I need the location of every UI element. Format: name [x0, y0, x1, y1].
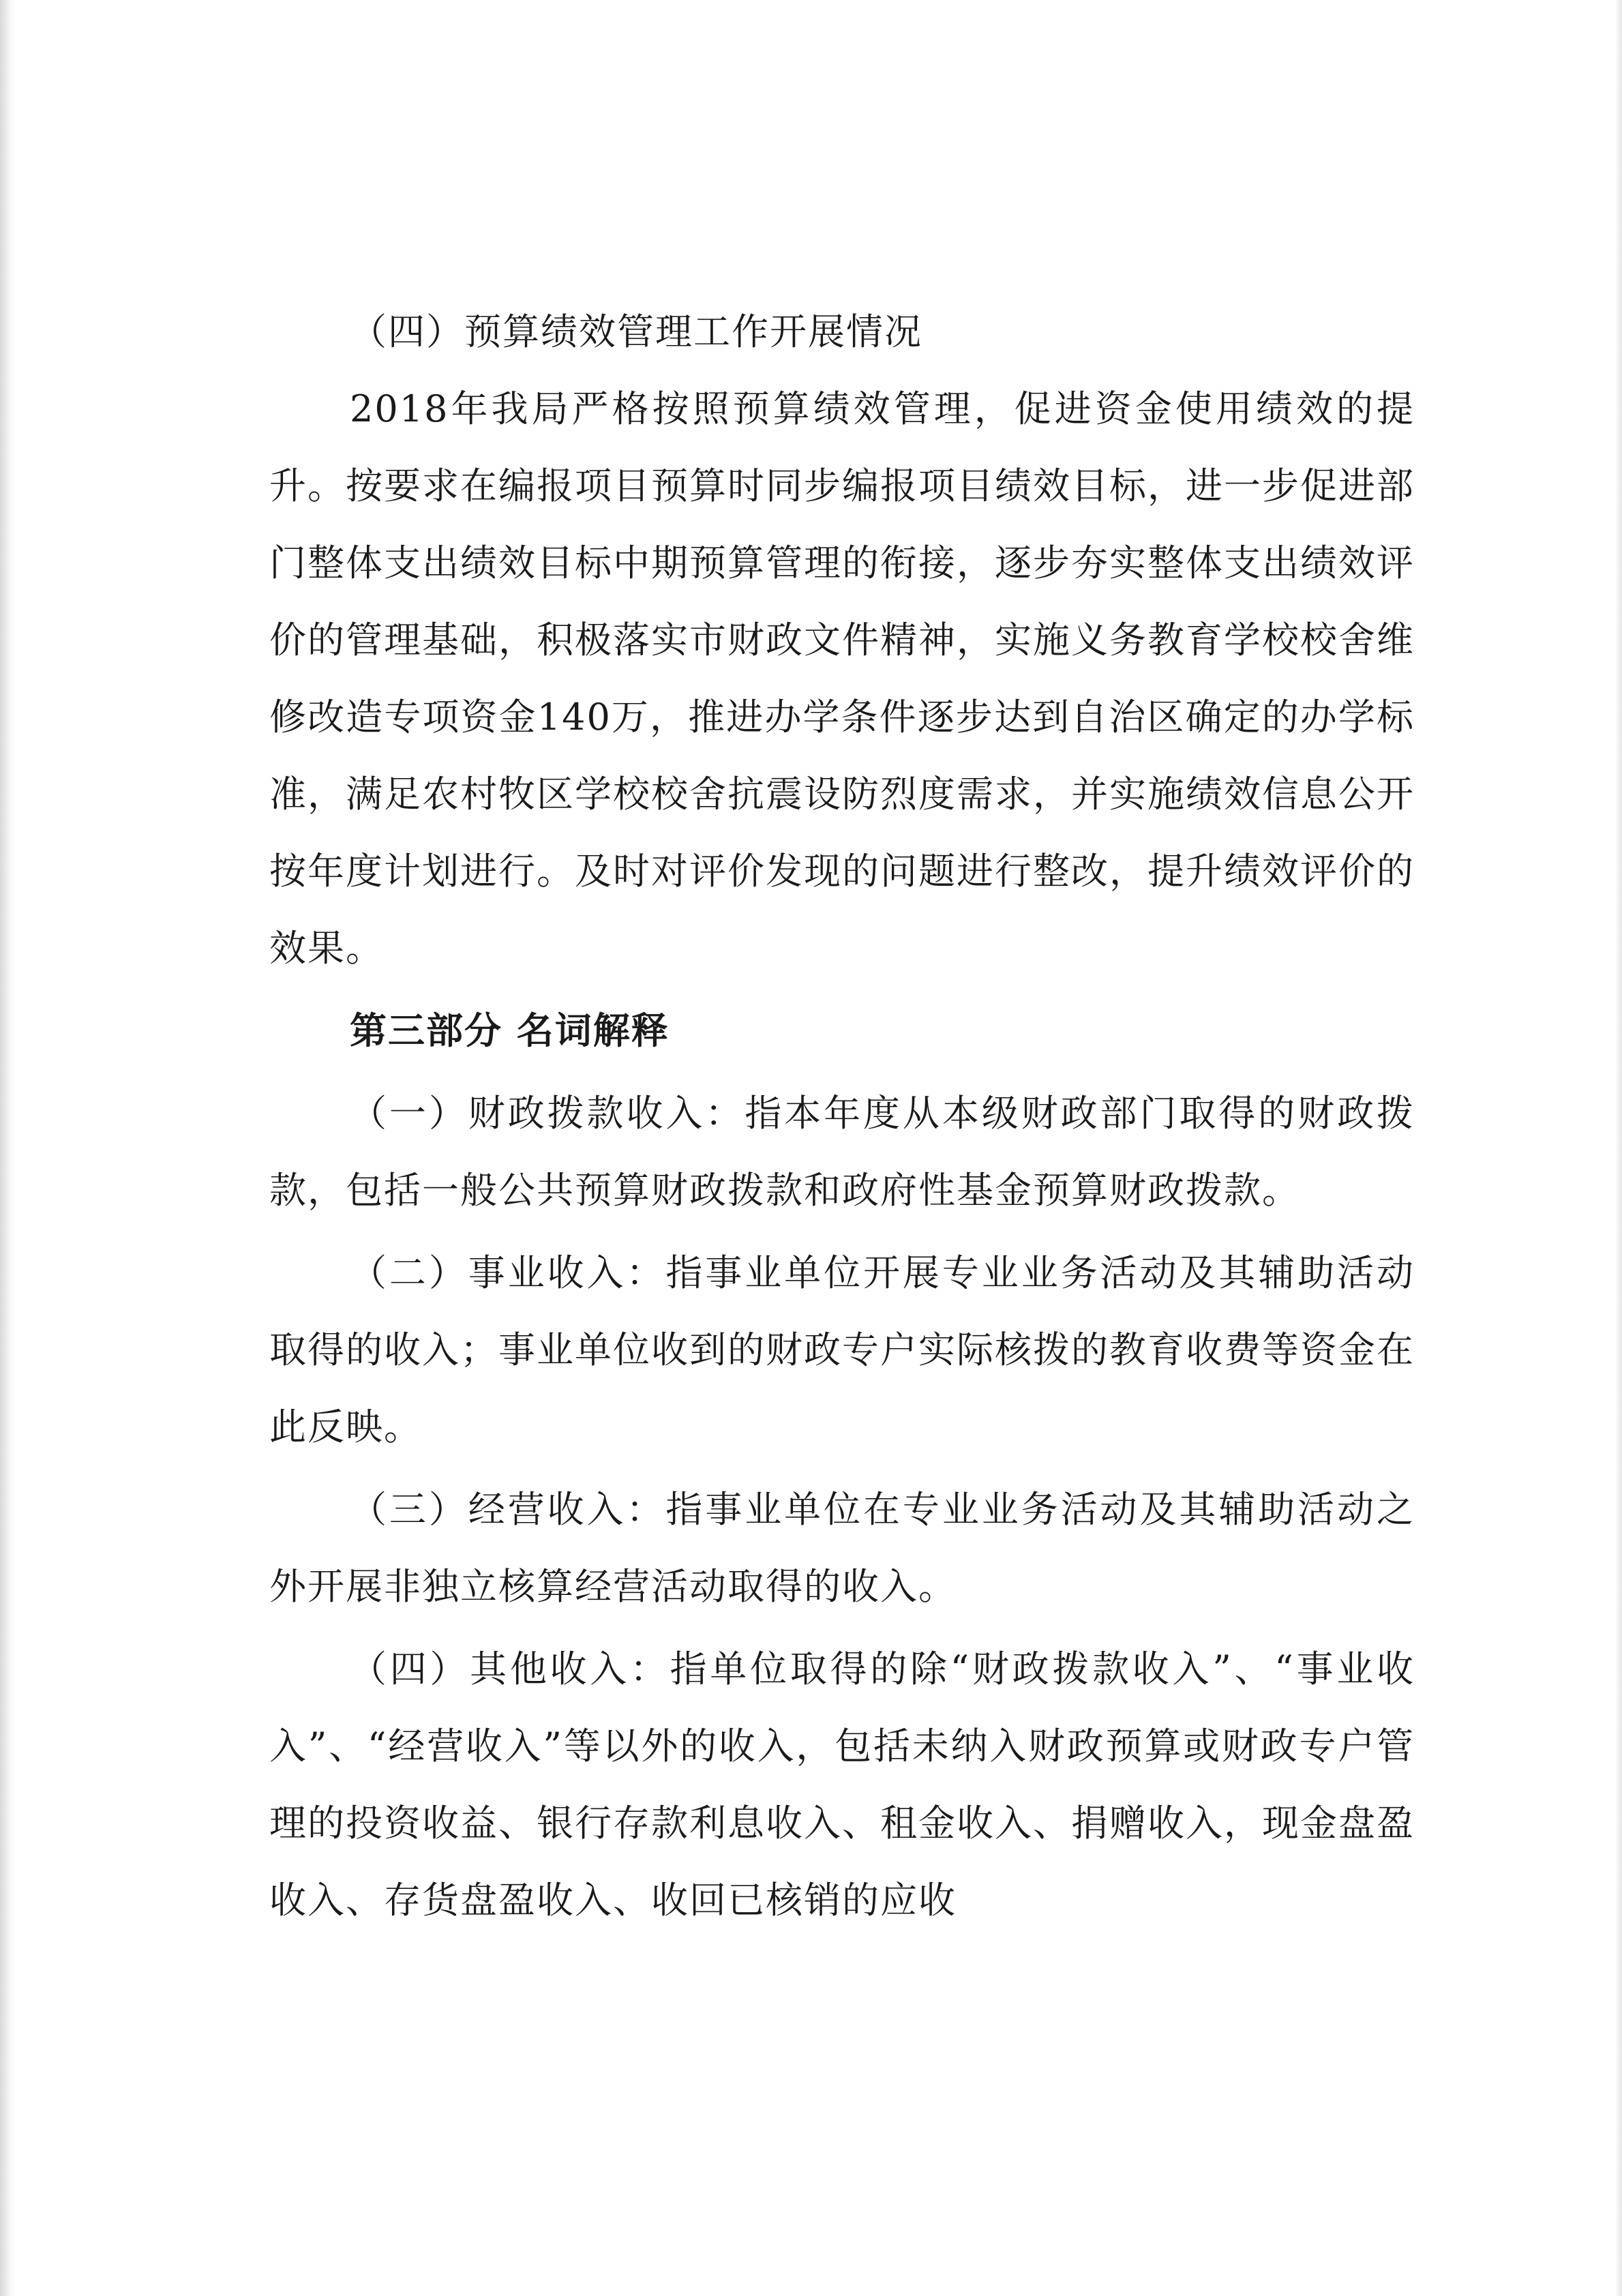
definition-fiscal-appropriation: （一）财政拨款收入：指本年度从本级财政部门取得的财政拨款，包括一般公共预算财政拨款和政府性基金预算财政拨款。: [269, 1092, 1415, 1212]
section-heading-performance: （四）预算绩效管理工作开展情况: [350, 310, 922, 353]
definition-business-income: （二）事业收入：指事业单位开展专业业务活动及其辅助活动取得的收入；事业单位收到的财政专户实际核拨的教育收费等资金在此反映。: [269, 1251, 1415, 1448]
part-three-title: 第三部分 名词解释: [350, 1009, 670, 1052]
section-body-performance: 2018年我局严格按照预算绩效管理，促进资金使用绩效的提升。按要求在编报项目预算时同步编报项目绩效目标，进一步促进部门整体支出绩效目标中期预算管理的衔接，逐步夯实整体支出绩效评价的管理基础，积极落实市财政文件精神，实施义务教育学校校舍维修改造专项资金140万，推进办学条件逐步达到自治区确定的办学标准，满足农村牧区学校校舍抗震设防烈度需求，并实施绩效信息公开按年度计划进行。及时对评价发现的问题进行整改，提升绩效评价的效果。: [269, 387, 1415, 970]
scan-edge-left: [0, 0, 15, 2296]
definition-operating-income: （三）经营收入：指事业单位在专业业务活动及其辅助活动之外开展非独立核算经营活动取得的收入。: [269, 1488, 1415, 1608]
definition-other-income: （四）其他收入：指单位取得的除“财政拨款收入”、“事业收入”、“经营收入”等以外的收入，包括未纳入财政预算或财政专户管理的投资收益、银行存款利息收入、租金收入、捐赠收入，现金盘盈收入、存货盘盈收入、收回已核销的应收: [269, 1648, 1415, 1922]
scan-edge-right: [1615, 0, 1622, 2296]
document-page: [269, 293, 1415, 1939]
